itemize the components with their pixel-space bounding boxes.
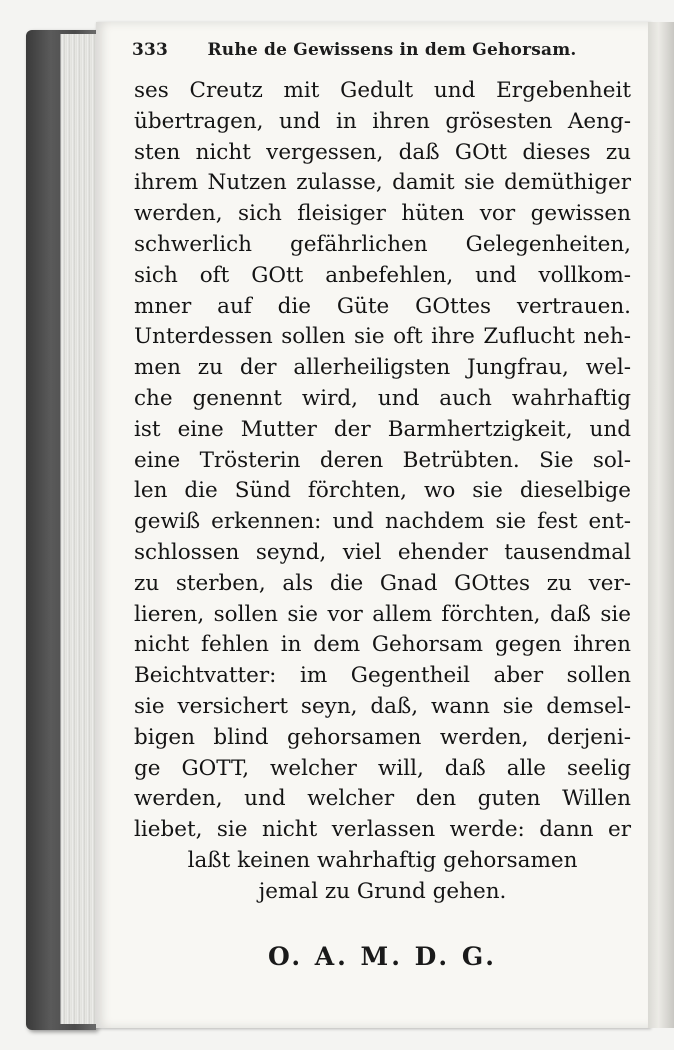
page-edges [60,34,99,1024]
text-line: ses Creutz mit Gedult und Ergebenheit [134,78,631,103]
text-line: mner auf die Güte GOttes vertrauen. [134,293,631,319]
text-line: ist eine Mutter der Barmhertzigkeit, und [134,416,631,442]
text-line: schlossen seynd, viel ehender tausendmal [134,539,631,565]
text-line: zu sterben, als die Gnad GOttes zu ver- [134,570,631,596]
text-line: sich oft GOtt anbefehlen, und vollkom- [134,262,631,288]
text-line: len die Sünd förchten, wo sie dieselbige [134,478,631,504]
text-line: ge GOTT, welcher will, daß alle seelig [134,755,631,781]
text-line-centered: jemal zu Grund gehen. [258,878,507,904]
text-line: sten nicht vergessen, daß GOtt dieses zu [134,139,631,165]
text-line: übertragen, und in ihren grösesten Aeng- [134,108,631,134]
text-line: gewiß erkennen: und nachdem sie fest ent- [134,509,631,535]
text-line: liebet, sie nicht verlassen werde: dann er [134,817,631,843]
text-line: men zu der allerheiligsten Jungfrau, wel- [134,355,631,381]
text-line: che genennt wird, und auch wahrhaftig [134,385,631,411]
body-text [134,76,631,908]
text-line: Unterdessen sollen sie oft ihre Zuflucht neh- [134,324,631,350]
facing-page-edge [648,22,674,1028]
text-line: sie versichert seyn, daß, wann sie demsel- [134,693,631,719]
text-line: eine Trösterin deren Betrübten. Sie sol- [134,447,631,473]
running-head-title: Ruhe de Gewissens in dem Gehorsam. [207,40,577,60]
text-line: schwerlich gefährlichen Gelegenheiten, [134,231,631,257]
text-line: lieren, sollen sie vor allem förchten, daß sie [134,601,631,627]
text-line-centered: laßt keinen wahrhaftig gehorsamen [187,847,578,873]
closing-motto: O. A. M. D. G. [268,942,497,971]
running-head [132,40,632,64]
text-line: bigen blind gehorsamen werden, derjeni- [134,724,631,750]
text-line: werden, sich fleisiger hüten vor gewissen [134,201,631,227]
text-line: Beichtvatter: im Gegentheil aber sollen [134,663,631,689]
page-number: 333 [132,40,169,60]
text-line: ihrem Nutzen zulasse, damit sie demüthiger [134,170,631,196]
text-line: nicht fehlen in dem Gehorsam gegen ihren [134,632,631,658]
text-line: werden, und welcher den guten Willen [134,786,631,812]
